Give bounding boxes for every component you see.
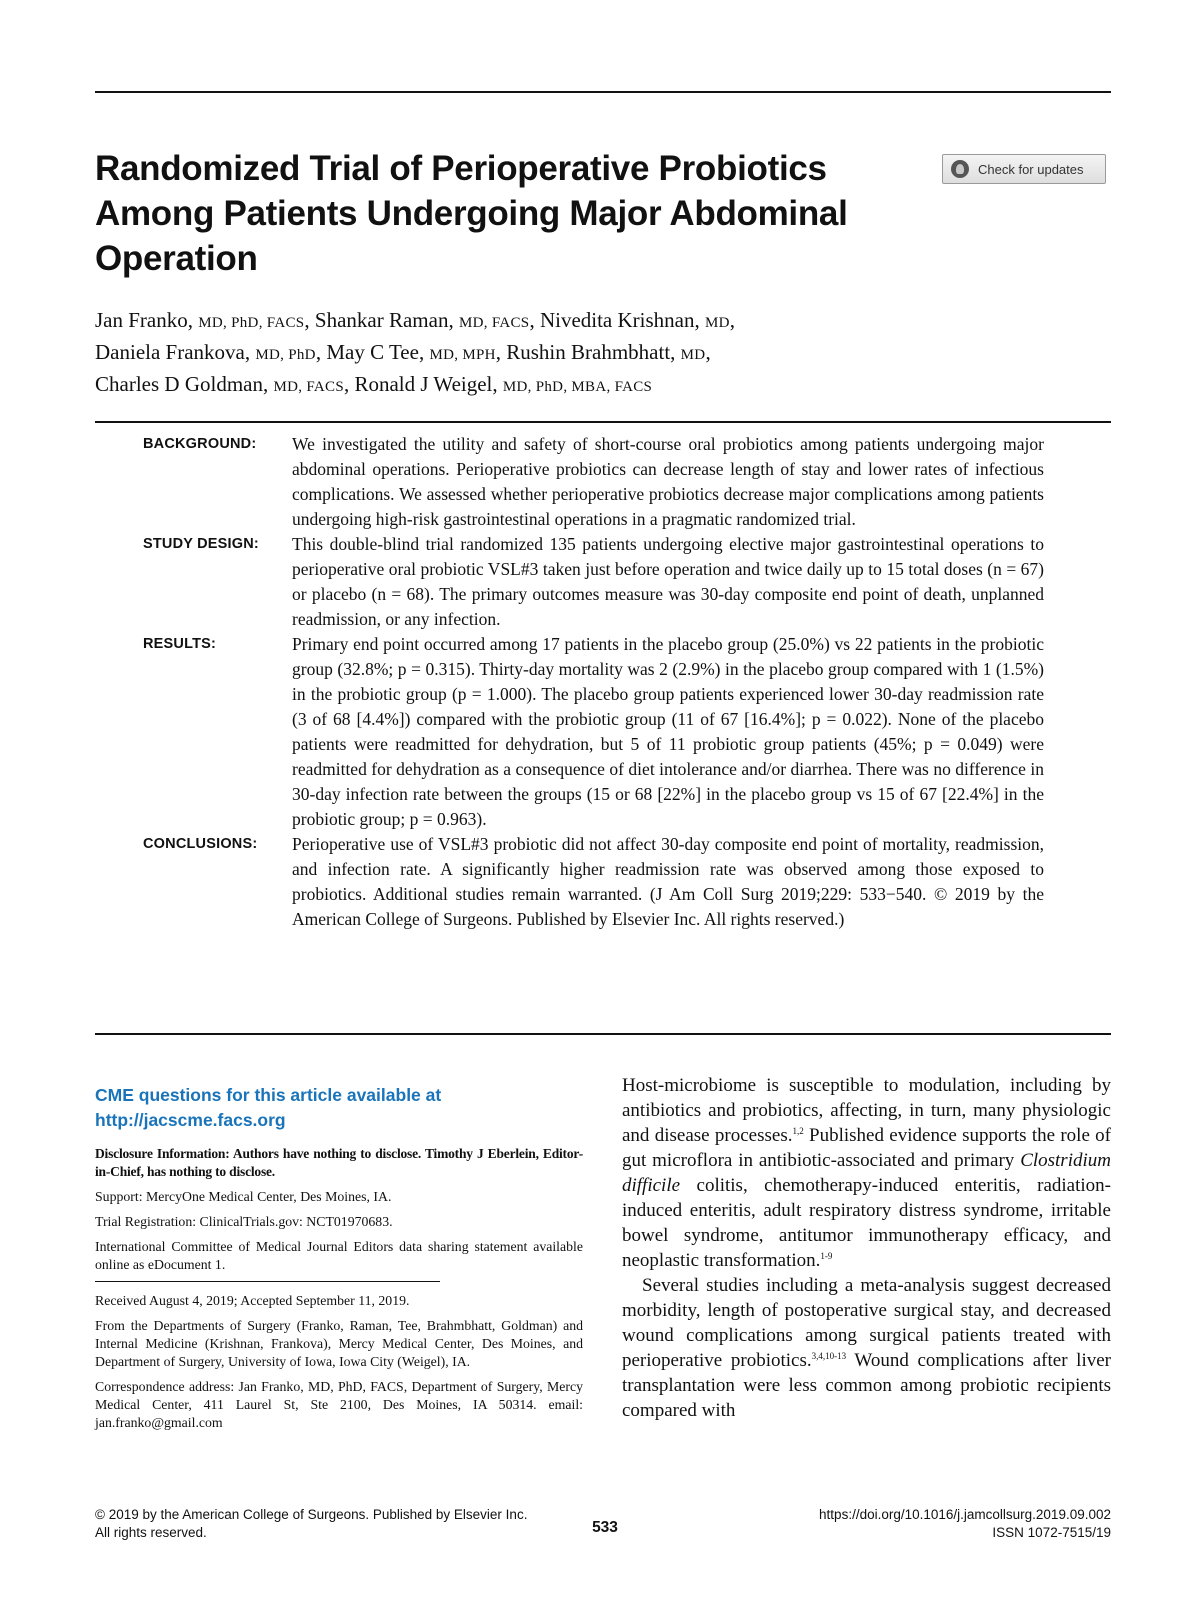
abstract-text: We investigated the utility and safety of short-course oral probiotics among patients undergoing major abdominal operations. Perioperative probiotics can decrease length of stay and lower rates of infectious complications. We assessed whether perioperative probiotics decrease major complications among patients undergoing high-risk gastrointestinal operations in a pragmatic randomized trial. [292,434,1044,529]
correspondence-note: Correspondence address: Jan Franko, MD, PhD, FACS, Department of Surgery, Mercy Medical Center, 411 Laurel St, Ste 2100, Des Moines, IA 50314. email: jan.franko@gmail.com [95,1379,583,1430]
reference-link[interactable]: 1,2 [792,1126,804,1136]
disclosure-note: Disclosure Information: Authors have nothing to disclose. Timothy J Eberlein, Editor-in-Chief, has nothing to disclose. [95,1146,583,1179]
cme-text: CME questions for this article available at [95,1085,442,1105]
abstract-text: Primary end point occurred among 17 patients in the placebo group (25.0%) vs 22 patients in the probiotic group (32.8%; p = 0.315). Thirty-day mortality was 2 (2.9%) in the placebo group compared with 1 (1.5%) in the probiotic group (p = 1.000). The placebo group patients experienced lower 30-day readmission rate (3 of 68 [4.4%]) compared with the probiotic group (11 of 67 [16.4%]; p = 0.022). None of the placebo patients were readmitted for dehydration, but 5 of 11 probiotic group patients (45%; p = 0.049) were readmitted for dehydration as a consequence of diet intolerance and/or diarrhea. There was no difference in 30-day infection rate between the groups (15 or 68 [22%] in the placebo group vs 15 of 67 [22.4%] in the probiotic group; p = 0.963). [292,634,1044,829]
author-list: Jan Franko, MD, PhD, FACS, Shankar Raman, MD, FACS, Nivedita Krishnan, MD, Daniela Frankova, MD, PhD, May C Tee, MD, MPH, Rushin Brahmbhatt, MD, Charles D Goldman, MD, FACS, Ronald J Weigel, MD, PhD, MBA, FACS [95,308,736,396]
abstract-top-rule [95,421,1111,423]
author-degrees: MD [704,315,730,331]
author-degrees: MD, MPH [429,347,496,363]
abstract-conclusions [143,832,1044,932]
front-matter-notes [95,1083,583,1439]
notes-divider [95,1281,440,1282]
check-for-updates-button[interactable] [942,154,1106,184]
received-note: Received August 4, 2019; Accepted September 11, 2019. [95,1293,410,1308]
author-degrees: MD, FACS [458,315,530,331]
check-for-updates-label: Check for updates [978,161,1084,177]
body-paragraph: Host-microbiome is susceptible to modulation, including by antibiotics and probiotics, affecting, in turn, many physiologic and disease processes.$^{1,2}$ Published evidence supports the role of gut microflora in antibiotic-associated and primary Clostridium difficile colitis, chemotherapy-induced enteritis, radiation-induced enteritis, adult respiratory distress syndrome, irritable bowel syndrome, antitumor immunotherapy efficacy, and neoplastic transformation.$^{1-9}$ [622,1075,1112,1271]
doi-link[interactable]: https://doi.org/10.1016/j.jamcollsurg.2019.09.002 [819,1507,1111,1522]
abstract-label: BACKGROUND: [143,436,257,452]
author-name: Jan Franko [95,308,188,332]
author-degrees: MD [680,347,706,363]
author-degrees: MD, PhD, MBA, FACS [502,379,653,395]
body-paragraph: Several studies including a meta-analysis suggest decreased morbidity, length of postoperative surgical stay, and decreased wound complications among surgical patients treated with perioperative probiotics.$^{3,4,10-13}$ Wound complications after liver transplantation were less common among probiotic recipients compared with [622,1275,1111,1421]
crossmark-icon [951,160,969,178]
author-degrees: MD, PhD [255,347,316,363]
cme-url: http://jacscme.facs.org [95,1110,286,1130]
author-degrees: MD, FACS [273,379,344,395]
reference-link[interactable]: 1-9 [820,1251,833,1261]
abstract-background [143,432,1044,532]
abstract-text: This double-blind trial randomized 135 patients undergoing elective major gastrointestinal operations to perioperative oral probiotic VSL#3 taken just before operation and twice daily up to 15 total doses (n = 67) or placebo (n = 68). The primary outcomes measure was 30-day composite end point of death, unplanned readmission, or any infection. [292,534,1044,629]
support-note: Support: MercyOne Medical Center, Des Moines, IA. [95,1189,392,1204]
abstract-results [143,632,1044,832]
author-name: Charles D Goldman [95,372,263,396]
icmje-note: International Committee of Medical Journal Editors data sharing statement available online as eDocument 1. [95,1239,583,1272]
author-name: Shankar Raman [314,308,449,332]
author-name: May C Tee [326,340,419,364]
page-number: 533 [592,1519,618,1536]
abstract-bottom-rule [95,1033,1111,1035]
abstract-text: Perioperative use of VSL#3 probiotic did not affect 30-day composite end point of mortality, readmission, and infection rate. A significantly higher readmission rate was observed among those exposed to probiotics. Additional studies remain warranted. (J Am Coll Surg 2019;229: 533−540. © 2019 by the American College of Surgeons. Published by Elsevier Inc. All rights reserved.) [292,834,1044,929]
affiliations-note: From the Departments of Surgery (Franko, Raman, Tee, Brahmbhatt, Goldman) and Internal Medicine (Krishnan, Frankova), Mercy Medical Center, Des Moines, and Department of Surgery, University of Iowa, Iowa City (Weigel), IA. [95,1318,583,1369]
abstract-label: STUDY DESIGN: [143,536,259,552]
copyright-line: © 2019 by the American College of Surgeons. Published by Elsevier Inc. [95,1507,528,1522]
top-rule [95,91,1111,93]
abstract-label: RESULTS: [143,636,217,652]
abstract-label: CONCLUSIONS: [143,836,258,852]
author-name: Ronald J Weigel [354,372,493,396]
cme-link[interactable] [95,1083,583,1133]
author-name: Rushin Brahmbhatt [506,340,671,364]
footer-copyright [95,1506,595,1542]
issn-line: ISSN 1072-7515/19 [992,1525,1111,1540]
author-name: Daniela Frankova [95,340,245,364]
rights-line: All rights reserved. [95,1525,207,1540]
author-degrees: MD, PhD, FACS [198,315,305,331]
abstract-study-design [143,532,1044,632]
author-name: Nivedita Krishnan [539,308,695,332]
trial-registration-note: Trial Registration: ClinicalTrials.gov: NCT01970683. [95,1214,393,1229]
article-title: Randomized Trial of Perioperative Probiotics Among Patients Undergoing Major Abdominal Operation [95,149,848,278]
footer-identifiers [700,1506,1111,1542]
abstract [143,432,1044,932]
reference-link[interactable]: 3,4,10-13 [811,1351,847,1361]
body-text [622,1073,1111,1423]
